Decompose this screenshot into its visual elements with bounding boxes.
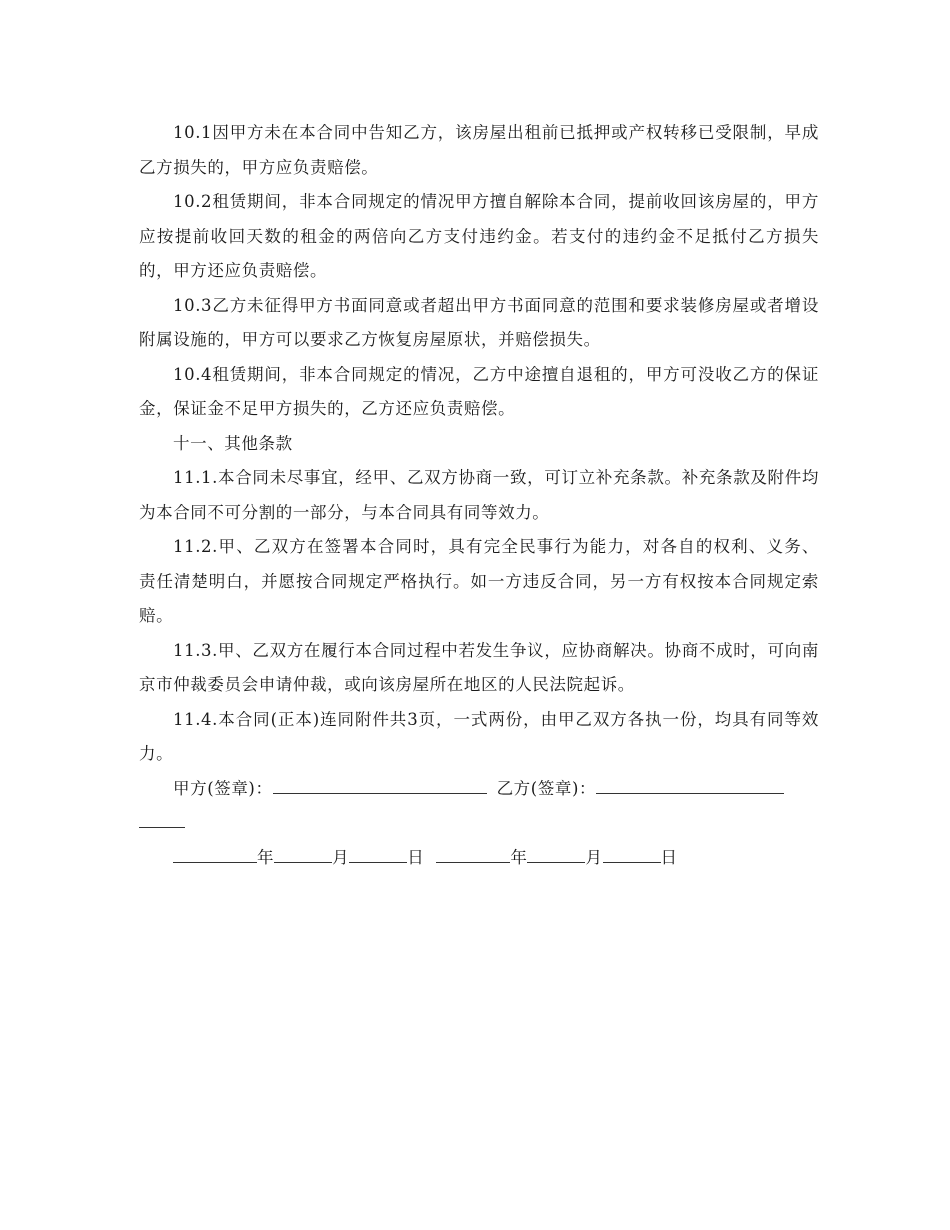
party-b-month-label: 月 xyxy=(585,847,603,867)
section-heading-other-terms: 十一、其他条款 xyxy=(173,433,293,453)
party-a-day-blank[interactable] xyxy=(349,846,407,863)
party-a-day-label: 日 xyxy=(407,847,425,867)
clause-10-3: 10.3乙方未征得甲方书面同意或者超出甲方书面同意的范围和要求装修房屋或者增设附属设施的，甲方可以要求乙方恢复房屋原状，并赔偿损失。 xyxy=(139,295,819,349)
party-b-day-blank[interactable] xyxy=(603,846,661,863)
party-a-year-blank[interactable] xyxy=(173,846,257,863)
clause-10-2: 10.2租赁期间，非本合同规定的情况甲方擅自解除本合同，提前收回该房屋的，甲方应按提前收回天数的租金的两倍向乙方支付违约金。若支付的违约金不足抵付乙方损失的，甲方还应负责赔偿。 xyxy=(139,192,819,280)
date-row xyxy=(139,841,819,876)
party-a-month-label: 月 xyxy=(332,847,350,867)
party-b-signature-line-tail[interactable] xyxy=(139,811,185,828)
clause-11-4: 11.4.本合同(正本)连同附件共3页，一式两份，由甲乙双方各执一份，均具有同等效力。 xyxy=(139,709,819,763)
party-a-signature-line[interactable] xyxy=(273,777,487,794)
clause-11-2: 11.2.甲、乙双方在签署本合同时，具有完全民事行为能力，对各自的权利、义务、 责任清楚明白，并愿按合同规定严格执行。如一方违反合同，另一方有权按本合同规定索赔。 xyxy=(139,537,819,625)
clause-10-4: 10.4租赁期间，非本合同规定的情况，乙方中途擅自退租的，甲方可没收乙方的保证金，保证金不足甲方损失的，乙方还应负责赔偿。 xyxy=(139,364,819,418)
party-b-year-label: 年 xyxy=(510,847,528,867)
party-b-day-label: 日 xyxy=(660,847,678,867)
party-a-year-label: 年 xyxy=(257,847,275,867)
signature-line-overflow xyxy=(139,806,819,841)
party-a-signature-label: 甲方(签章)： xyxy=(173,778,273,798)
party-b-signature-line[interactable] xyxy=(596,777,784,794)
party-a-month-blank[interactable] xyxy=(274,846,332,863)
clause-11-1: 11.1.本合同未尽事宜，经甲、乙双方协商一致，可订立补充条款。补充条款及附件均为本合同不可分割的一部分，与本合同具有同等效力。 xyxy=(139,468,819,522)
contract-body xyxy=(139,116,819,875)
party-b-month-blank[interactable] xyxy=(527,846,585,863)
party-b-signature-label: 乙方(签章)： xyxy=(496,778,597,798)
clause-11-3: 11.3.甲、乙双方在履行本合同过程中若发生争议，应协商解决。协商不成时，可向南京市仲裁委员会申请仲裁，或向该房屋所在地区的人民法院起诉。 xyxy=(139,640,819,694)
signature-row xyxy=(139,772,819,807)
party-b-year-blank[interactable] xyxy=(436,846,510,863)
clause-10-1: 10.1因甲方未在本合同中告知乙方，该房屋出租前已抵押或产权转移已受限制，早成乙方损失的，甲方应负责赔偿。 xyxy=(139,123,819,177)
